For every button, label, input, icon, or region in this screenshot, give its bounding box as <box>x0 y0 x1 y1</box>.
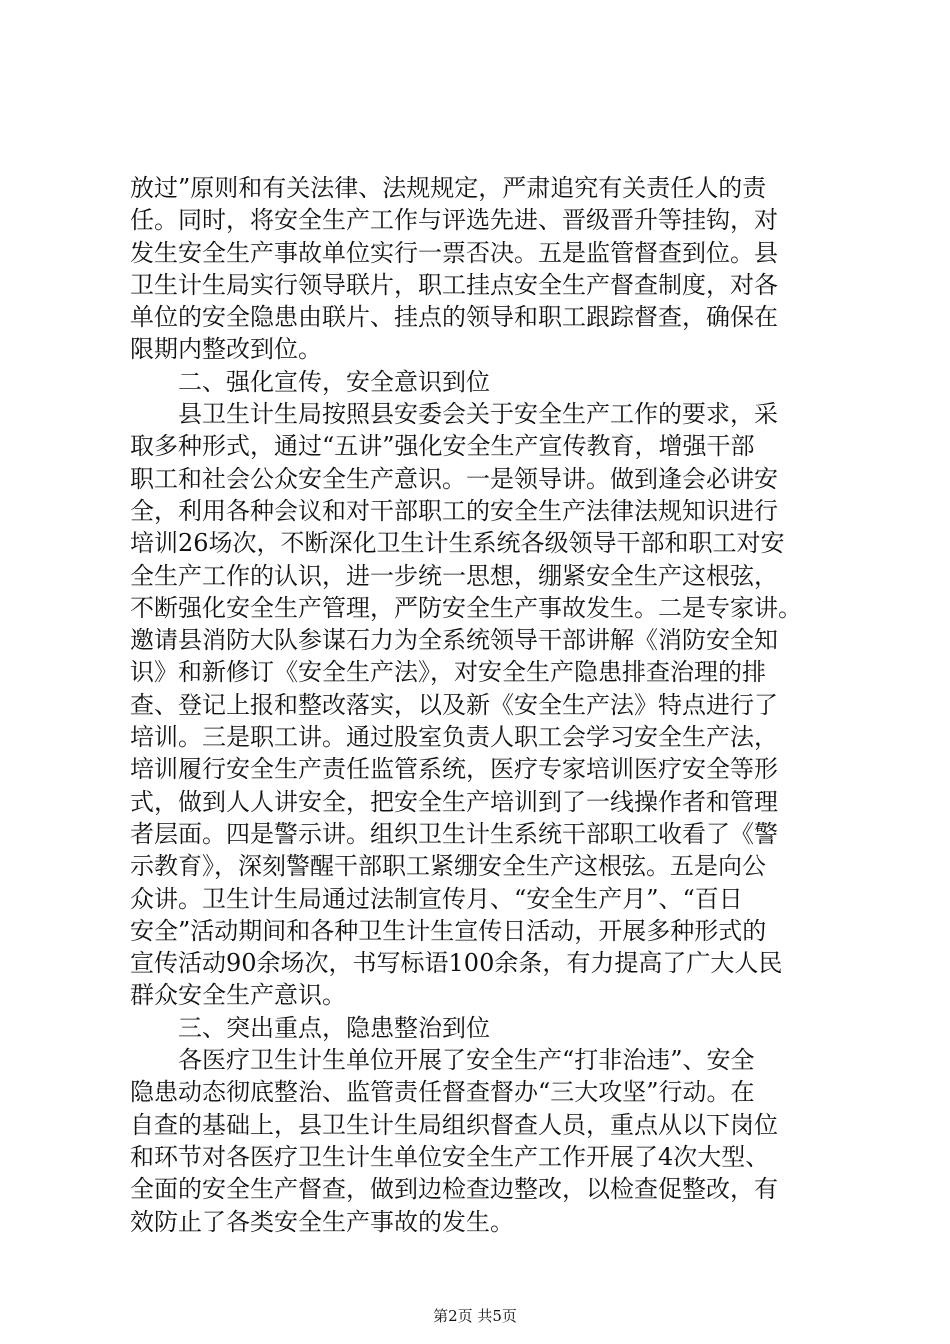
text-line: 自查的基础上，县卫生计生局组织督查人员，重点从以下岗位 <box>130 1110 778 1139</box>
text-line: 隐患动态彻底整治、监管责任督查督办“三大攻坚”行动。在 <box>130 1078 755 1107</box>
text-line: 众讲。卫生计生局通过法制宣传月、“安全生产月”、“百日 <box>130 884 743 913</box>
text-line: 放过”原则和有关法律、法规规定，严肃追究有关责任人的责 <box>130 174 767 202</box>
text-line: 全，利用各种会议和对干部职工的安全生产法律法规知识进行 <box>130 496 778 525</box>
document-body <box>130 172 830 1238</box>
text-line: 效防止了各类安全生产事故的发生。 <box>130 1207 514 1236</box>
text-line: 不断强化安全生产管理，严防安全生产事故发生。二是专家讲。 <box>130 593 802 622</box>
text-line: 培训。三是职工讲。通过股室负责人职工会学习安全生产法， <box>130 723 778 752</box>
text-line: 卫生计生局实行领导联片，职工挂点安全生产督查制度，对各 <box>130 270 778 299</box>
text-line: 查、登记上报和整改落实，以及新《安全生产法》特点进行了 <box>130 690 778 719</box>
text-line: 各医疗卫生计生单位开展了安全生产“打非治违”、安全 <box>130 1046 755 1075</box>
text-line: 限期内整改到位。 <box>130 335 322 364</box>
text-line: 培训履行安全生产责任监管系统，医疗专家培训医疗安全等形 <box>130 755 778 784</box>
text-line: 全面的安全生产督查，做到边检查边整改，以检查促整改，有 <box>130 1175 778 1204</box>
text-line: 取多种形式，通过“五讲”强化安全生产宣传教育，增强干部 <box>130 432 755 461</box>
text-line: 者层面。四是警示讲。组织卫生计生系统干部职工收看了《警 <box>130 819 778 848</box>
text-line: 识》和新修订《安全生产法》，对安全生产隐患排查治理的排 <box>130 658 766 687</box>
text-line: 全生产工作的认识，进一步统一思想，绷紧安全生产这根弦， <box>130 561 778 590</box>
text-line: 县卫生计生局按照县安委会关于安全生产工作的要求，采 <box>130 400 778 429</box>
text-line: 培训26场次，不断深化卫生计生系统各级领导干部和职工对安 <box>130 529 785 558</box>
text-line: 示教育》，深刻警醒干部职工紧绷安全生产这根弦。五是向公 <box>130 852 766 881</box>
text-line: 发生安全生产事故单位实行一票否决。五是监管督查到位。县 <box>130 238 778 267</box>
text-line: 式，做到人人讲安全，把安全生产培训到了一线操作者和管理 <box>130 787 778 816</box>
text-line: 职工和社会公众安全生产意识。一是领导讲。做到逢会必讲安 <box>130 464 778 493</box>
text-line: 单位的安全隐患由联片、挂点的领导和职工跟踪督查，确保在 <box>130 303 778 332</box>
text-line: 安全”活动期间和各种卫生计生宣传日活动，开展多种形式的 <box>130 916 767 945</box>
page-footer: 第2页 共5页 <box>433 1307 517 1325</box>
text-line: 和环节对各医疗卫生计生单位安全生产工作开展了4次大型、 <box>130 1142 770 1171</box>
text-line: 宣传活动90余场次，书写标语100余条，有力提高了广大人民 <box>130 949 783 978</box>
text-line: 二、强化宣传，安全意识到位 <box>130 367 490 396</box>
text-line: 任。同时，将安全生产工作与评选先进、晋级晋升等挂钩，对 <box>130 206 778 235</box>
text-line: 邀请县消防大队参谋石力为全系统领导干部讲解《消防安全知 <box>130 626 778 655</box>
text-line: 群众安全生产意识。 <box>130 981 346 1010</box>
text-line: 三、突出重点，隐患整治到位 <box>130 1013 490 1042</box>
